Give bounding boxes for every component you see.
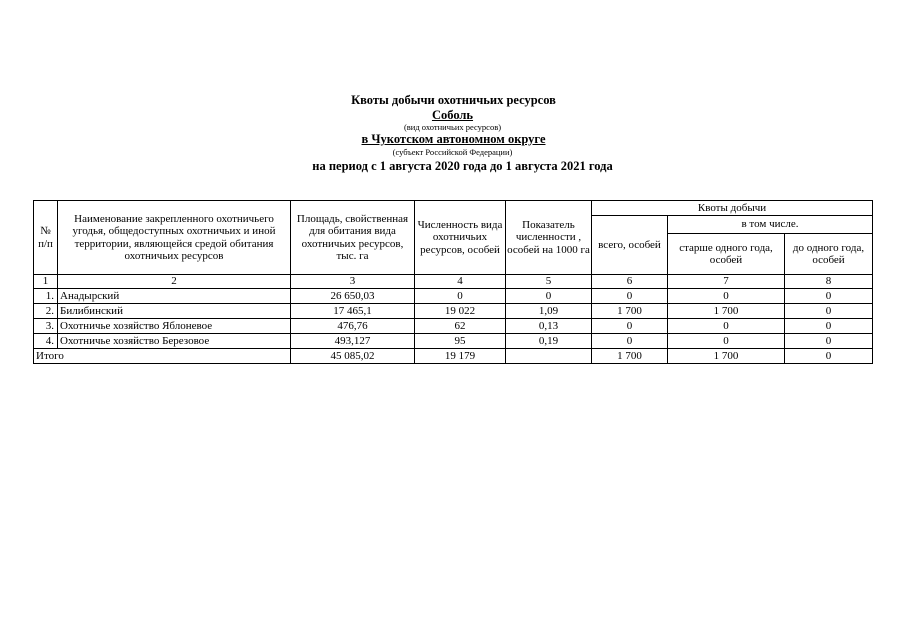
table-row <box>34 334 873 349</box>
total-density <box>506 349 592 364</box>
row-number: 3. <box>34 319 58 334</box>
quota-younger-value: 0 <box>785 304 873 319</box>
region-caption: (субъект Российской Федерации) <box>392 147 513 157</box>
column-index: 1 <box>34 275 58 289</box>
quota-older-value: 0 <box>668 319 785 334</box>
header-including: в том числе. <box>668 216 873 234</box>
header-quota: Квоты добычи <box>592 201 873 216</box>
population-value: 62 <box>415 319 506 334</box>
table-row <box>34 289 873 304</box>
row-number: 2. <box>34 304 58 319</box>
quota-older-value: 1 700 <box>668 304 785 319</box>
territory-name: Билибинский <box>58 304 291 319</box>
header-quota-total: всего, особей <box>592 216 668 275</box>
total-row <box>34 349 873 364</box>
table-row <box>34 304 873 319</box>
header-older: старше одного года, особей <box>668 234 785 275</box>
territory-name: Охотничье хозяйство Яблоневое <box>58 319 291 334</box>
species-caption: (вид охотничьих ресурсов) <box>403 122 502 132</box>
quota-total-value: 0 <box>592 319 668 334</box>
period-line: на период с 1 августа 2020 года до 1 августа 2021 года <box>312 159 613 173</box>
species-name: Соболь <box>431 108 474 122</box>
column-index: 4 <box>415 275 506 289</box>
total-younger: 0 <box>785 349 873 364</box>
column-index: 3 <box>291 275 415 289</box>
header-name: Наименование закрепленного охотничьего угодья, общедоступных охотничьих и иной территории, являющейся средой обитания охотничьих ресурсов <box>58 201 291 275</box>
total-label: Итого <box>34 349 291 364</box>
area-value: 476,76 <box>291 319 415 334</box>
header-row-1 <box>34 201 873 216</box>
total-population: 19 179 <box>415 349 506 364</box>
quota-older-value: 0 <box>668 289 785 304</box>
area-value: 26 650,03 <box>291 289 415 304</box>
density-value: 0 <box>506 289 592 304</box>
header-num: № п/п <box>34 201 58 275</box>
header-younger: до одного года, особей <box>785 234 873 275</box>
quota-younger-value: 0 <box>785 319 873 334</box>
column-index: 6 <box>592 275 668 289</box>
quota-younger-value: 0 <box>785 334 873 349</box>
row-number: 4. <box>34 334 58 349</box>
table-row <box>34 319 873 334</box>
header-area: Площадь, свойственная для обитания вида охотничьих ресурсов, тыс. га <box>291 201 415 275</box>
quota-table <box>33 200 873 364</box>
territory-name: Анадырский <box>58 289 291 304</box>
column-index: 7 <box>668 275 785 289</box>
column-index-row <box>34 275 873 289</box>
quota-total-value: 1 700 <box>592 304 668 319</box>
row-number: 1. <box>34 289 58 304</box>
total-area: 45 085,02 <box>291 349 415 364</box>
population-value: 19 022 <box>415 304 506 319</box>
quota-total-value: 0 <box>592 334 668 349</box>
column-index: 8 <box>785 275 873 289</box>
column-index: 2 <box>58 275 291 289</box>
population-value: 0 <box>415 289 506 304</box>
column-index: 5 <box>506 275 592 289</box>
region-name: в Чукотском автономном округе <box>361 132 546 146</box>
quota-older-value: 0 <box>668 334 785 349</box>
density-value: 0,19 <box>506 334 592 349</box>
header-density: Показатель численности , особей на 1000 га <box>506 201 592 275</box>
population-value: 95 <box>415 334 506 349</box>
total-quota: 1 700 <box>592 349 668 364</box>
density-value: 1,09 <box>506 304 592 319</box>
quota-younger-value: 0 <box>785 289 873 304</box>
territory-name: Охотничье хозяйство Березовое <box>58 334 291 349</box>
total-older: 1 700 <box>668 349 785 364</box>
density-value: 0,13 <box>506 319 592 334</box>
document-title: Квоты добычи охотничьих ресурсов <box>351 93 556 107</box>
area-value: 493,127 <box>291 334 415 349</box>
quota-total-value: 0 <box>592 289 668 304</box>
document-header <box>0 93 905 174</box>
header-population: Численность вида охотничьих ресурсов, особей <box>415 201 506 275</box>
area-value: 17 465,1 <box>291 304 415 319</box>
